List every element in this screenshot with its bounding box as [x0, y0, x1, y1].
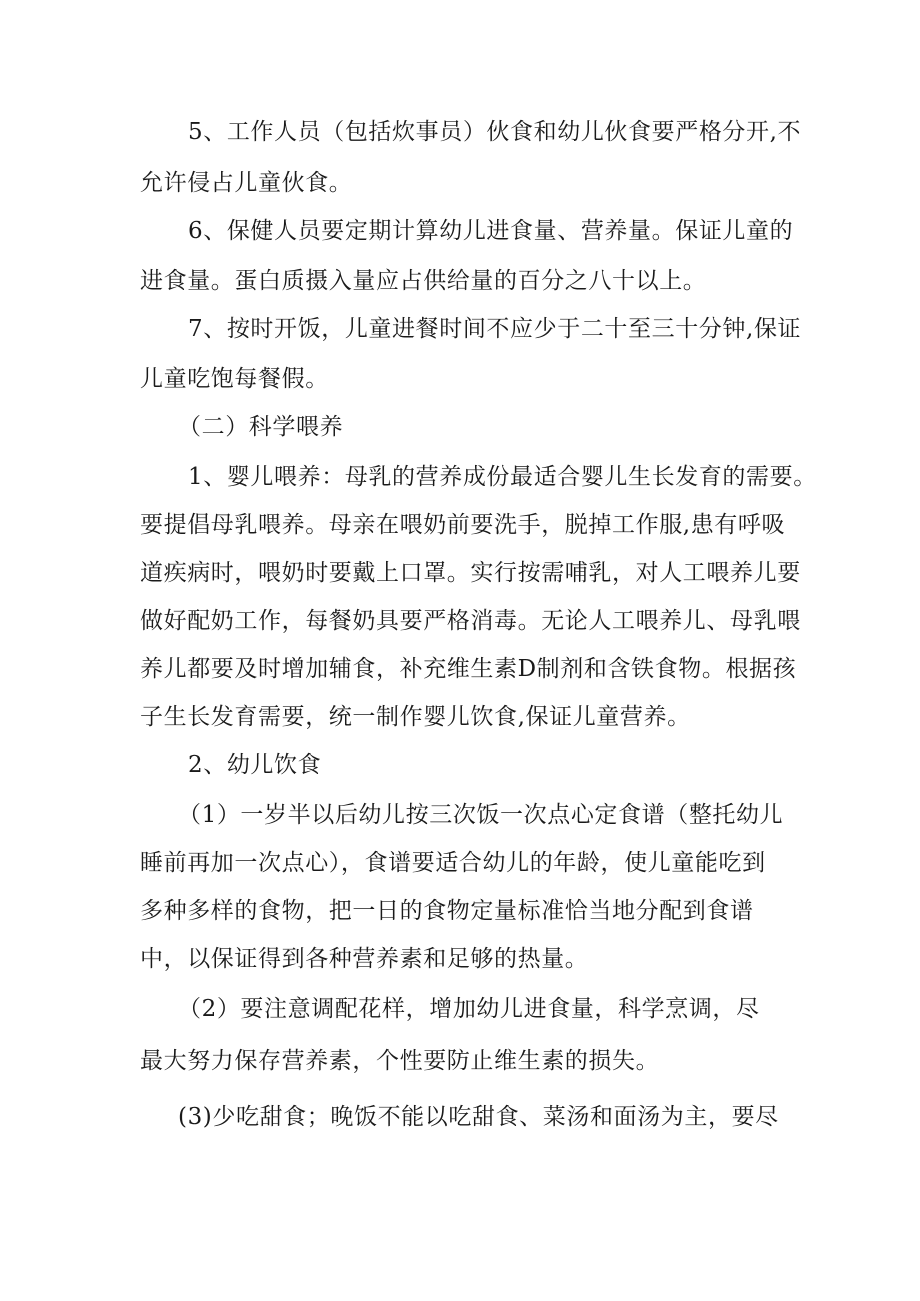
text-line: 多种多样的食物，把一日的食物定量标准恰当地分配到食谱 — [140, 898, 754, 924]
text-line: 子生长发育需要，统一制作婴儿饮食,保证儿童营养。 — [140, 704, 691, 730]
text-line: 儿童吃饱每餐假。 — [140, 366, 329, 392]
text-line: 最大努力保存营养素，个性要防止维生素的损失。 — [140, 1048, 660, 1074]
section-heading: （二）科学喂养 — [178, 414, 344, 440]
text-line: 1、婴儿喂养：母乳的营养成份最适合婴儿生长发育的需要。 — [188, 464, 817, 490]
text-line: （2）要注意调配花样，增加幼儿进食量，科学烹调，尽 — [178, 996, 760, 1022]
text-line: (3)少吃甜食；晚饭不能以吃甜食、菜汤和面汤为主，要尽 — [178, 1104, 779, 1130]
text-line: 7、按时开饭，儿童进餐时间不应少于二十至三十分钟,保证 — [188, 316, 802, 342]
text-line: （1）一岁半以后幼儿按三次饭一次点心定食谱（整托幼儿 — [178, 802, 784, 828]
text-line: 5、工作人员（包括炊事员）伙食和幼儿伙食要严格分开,不 — [188, 119, 802, 145]
text-line: 睡前再加一次点心），食谱要适合幼儿的年龄，使儿童能吃到 — [140, 850, 766, 876]
sub-heading: 2、幼儿饮食 — [188, 752, 322, 778]
text-line: 养儿都要及时增加辅食，补充维生素D制剂和含铁食物。根据孩 — [140, 656, 797, 682]
text-line: 中，以保证得到各种营养素和足够的热量。 — [140, 946, 589, 972]
text-line: 做好配奶工作，每餐奶具要严格消毒。无论人工喂养儿、母乳喂 — [140, 608, 801, 634]
text-line: 6、保健人员要定期计算幼儿进食量、营养量。保证儿童的 — [188, 218, 794, 244]
text-line: 要提倡母乳喂养。母亲在喂奶前要洗手，脱掉工作服,患有呼吸 — [140, 512, 786, 538]
text-line: 道疾病时，喂奶时要戴上口罩。实行按需哺乳，对人工喂养儿要 — [140, 560, 801, 586]
text-line: 允许侵占儿童伙食。 — [140, 170, 353, 196]
text-line: 进食量。蛋白质摄入量应占供给量的百分之八十以上。 — [140, 268, 707, 294]
